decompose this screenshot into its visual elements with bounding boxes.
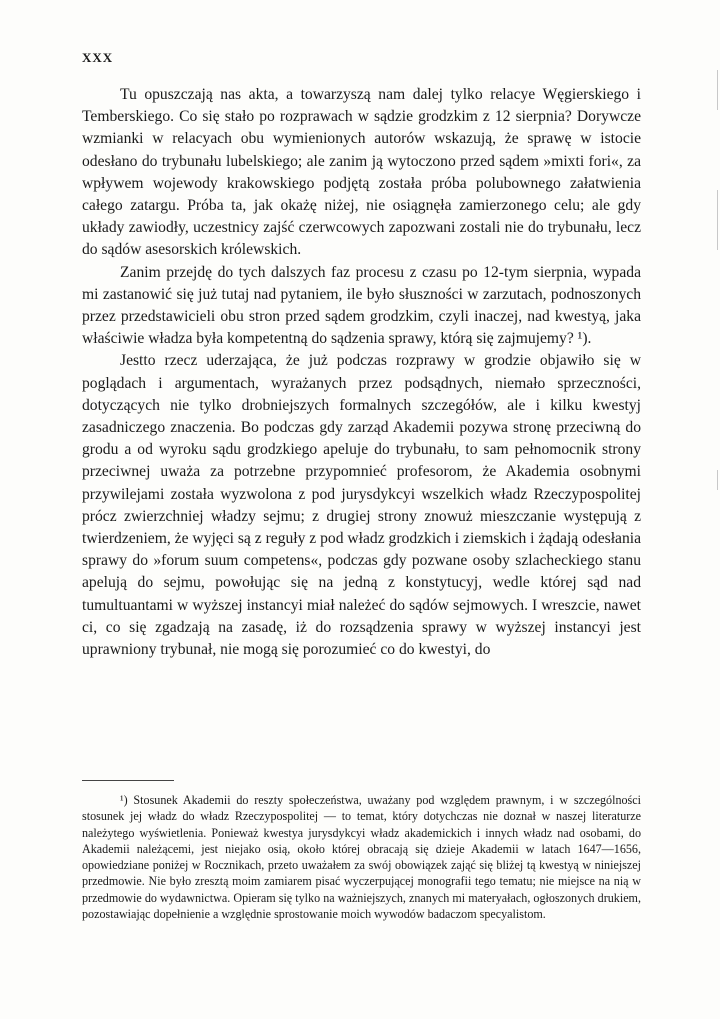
paragraph: Zanim przejdę do tych dalszych faz procesu z czasu po 12-tym sierpnia, wypada mi zastanowić się już tutaj nad pytaniem, ile było słuszności w zarzutach, podnoszonych przez przedstawicieli obu stron przed sądem grodzkim, czyli inaczej, nad kwestyą, jaka właściwie władza była kompetentną do sądzenia sprawy, którą się zajmujemy? ¹).	[82, 263, 641, 348]
footnote: ¹) Stosunek Akademii do reszty społeczeństwa, uważany pod względem prawnym, i w szczególności stosunek jej władz do władz Rzeczypospolitej — to temat, który dotychczas nie doznał w naszej literaturze należytego wyświetlenia. Ponieważ kwestya jurysdykcyi władz akademickich i innych władz nad osobami, do Akademii należącemi, jest niejako osią, około której obracają się dzieje Akademii w latach 1647—1656, opowiedziane poniżej w Rocznikach, przeto uważałem za swój obowiązek zająć się bliżej tą kwestyą w niniejszej przedmowie. Nie było zresztą moim zamiarem pisać wyczerpującej monografii tego tematu; nie miejsce na nią w przedmowie do wydawnictwa. Opieram się tylko na ważniejszych, znanych mi materyałach, ogłoszonych drukiem, pozostawiając dopełnienie a względnie sprostowanie moich wywodów badaczom specyalistom.	[82, 793, 641, 922]
scan-edge-mark	[717, 470, 718, 490]
scan-edge-mark	[717, 70, 718, 110]
scan-edge-mark	[717, 190, 718, 250]
paragraph: Tu opuszczają nas akta, a towarzyszą nam dalej tylko relacye Węgierskiego i Temberskiego. Co się stało po rozprawach w sądzie grodzkim z 12 sierpnia? Dorywcze wzmianki w relacyach obu wymienionych autorów wskazują, że sprawę w istocie odesłano do trybunału lubelskiego; ale zanim ją wytoczono przed sądem »mixti fori«, za wpływem wojewody krakowskiego podjętą została próba polubownego załatwienia całego zatargu. Próba ta, jak okażę niżej, nie osiągnęła zamierzonego celu; ale gdy układy zawiodły, uczestnicy zajść czerwcowych zapozwani zostali nie do trybunału, lecz do sądów asesorskich królewskich.	[82, 86, 641, 259]
paragraph: Jestto rzecz uderzająca, że już podczas rozprawy w grodzie objawiło się w poglądach i argumentach, wyrażanych przez podsądnych, niemało sprzeczności, dotyczących nie tylko drobniejszych formalnych szczegółów, ale i kilku kwestyj zasadniczego znaczenia. Bo podczas gdy zarząd Akademii pozywa stronę przeciwną do grodu a od wyroku sądu grodzkiego apeluje do trybunału, to sam pełnomocnik strony przeciwnej uważa za potrzebne przypomnieć profesorom, że Akademia osobnymi przywilejami została wyzwolona z pod jurysdykcyi wszelkich władz Rzeczypospolitej prócz zwierzchniej władzy sejmu; z drugiej strony znowuż mieszczanie występują z twierdzeniem, że wyjęci są z reguły z pod władz grodzkich i ziemskich i żądają odesłania sprawy do »forum suum competens«, podczas gdy pozwane osoby szlacheckiego stanu apelują do sejmu, powołując się na jedną z konstytucyj, wedle której sąd nad tumultuantami w wyższej instancyi miał należeć do sądów sejmowych. I wreszcie, nawet ci, co się zgadzają na zasadę, iż do rozsądzenia sprawy w wyższej instancyi jest uprawniony trybunał, nie mogą się porozumieć co do kwestyi, do	[82, 352, 641, 659]
main-text	[82, 84, 641, 661]
footnotes	[82, 792, 641, 922]
footnote-separator	[82, 780, 174, 781]
page-number: XXX	[82, 50, 114, 65]
